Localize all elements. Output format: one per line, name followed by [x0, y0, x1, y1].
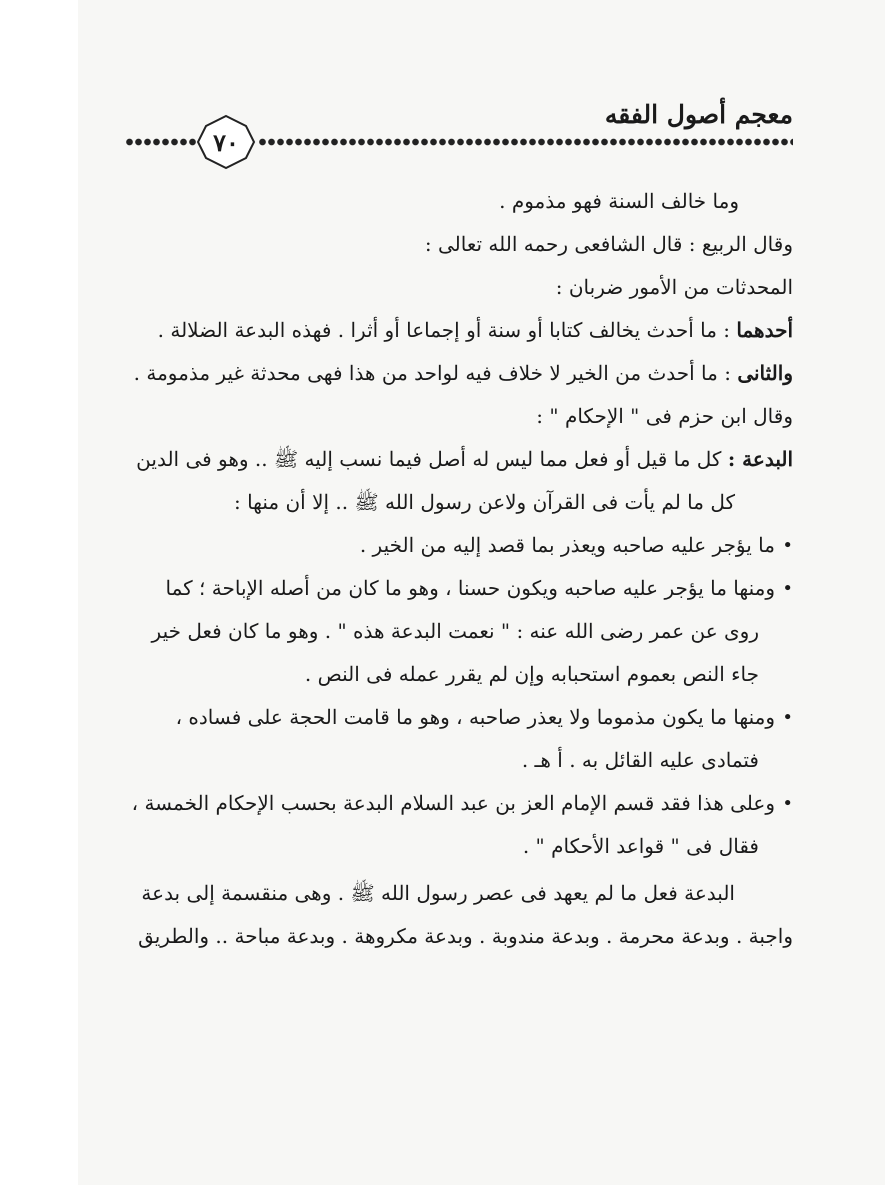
text-line: وقال ابن حزم فى " الإحكام " : — [536, 404, 793, 428]
bullet-item — [122, 567, 793, 610]
text-line: واجبة . وبدعة محرمة . وبدعة مندوبة . وبدعة مكروهة . وبدعة مباحة .. والطريق — [138, 924, 793, 948]
header-ornament-left — [125, 133, 199, 151]
text-line — [122, 352, 793, 395]
bullet-continuation: جاء النص بعموم استحبابه وإن لم يقرر عمله فى النص . — [304, 662, 759, 686]
text-line: كل ما لم يأت فى القرآن ولاعن رسول الله ﷺ .. إلا أن منها : — [233, 490, 735, 514]
text-line — [122, 309, 793, 352]
header-ornament-right — [258, 133, 793, 151]
term-definition: : ما أحدث يخالف كتابا أو سنة أو إجماعا أو أثرا . فهذه البدعة الضلالة . — [157, 318, 737, 342]
bullet-icon: • — [782, 578, 793, 599]
bullet-text: ما يؤجر عليه صاحبه ويعذر بما قصد إليه من الخير . — [359, 533, 775, 557]
bullet-continuation: فتمادى عليه القائل به . أ هـ . — [521, 748, 759, 772]
text-line: وقال الربيع : قال الشافعى رحمه الله تعالى : — [424, 232, 793, 256]
text-line: البدعة فعل ما لم يعهد فى عصر رسول الله ﷺ . وهى منقسمة إلى بدعة — [141, 881, 735, 905]
term-definition: كل ما قيل أو فعل مما ليس له أصل فيما نسب إليه ﷺ .. وهو فى الدين — [136, 447, 728, 471]
page-header-title: معجم أصول الفقه — [604, 100, 793, 129]
bullet-text: وعلى هذا فقد قسم الإمام العز بن عبد السلام البدعة بحسب الإحكام الخمسة ، — [131, 791, 775, 815]
bullet-item — [122, 524, 793, 567]
bullet-icon: • — [782, 535, 793, 556]
bullet-text: ومنها ما يؤجر عليه صاحبه ويكون حسنا ، وهو ما كان من أصله الإباحة ؛ كما — [165, 576, 775, 600]
text-line — [122, 438, 793, 481]
bullet-item — [122, 696, 793, 739]
bullet-item — [122, 782, 793, 825]
term-bold: والثانى — [737, 361, 793, 385]
bullet-continuation: فقال فى " قواعد الأحكام " . — [522, 834, 759, 858]
bullet-continuation: روى عن عمر رضى الله عنه : " نعمت البدعة هذه " . وهو ما كان فعل خير — [151, 619, 759, 643]
page-number: ٧٠ — [213, 128, 239, 157]
bullet-icon: • — [782, 793, 793, 814]
main-text — [122, 180, 793, 958]
bullet-icon: • — [782, 707, 793, 728]
term-bold: البدعة : — [727, 447, 793, 471]
bullet-text: ومنها ما يكون مذموما ولا يعذر صاحبه ، وهو ما قامت الحجة على فساده ، — [175, 705, 775, 729]
text-line: المحدثات من الأمور ضربان : — [555, 275, 793, 299]
page-number-badge — [196, 114, 256, 170]
text-line: وما خالف السنة فهو مذموم . — [499, 189, 739, 213]
term-bold: أحدهما — [736, 318, 793, 342]
term-definition: : ما أحدث من الخير لا خلاف فيه لواحد من هذا فهى محدثة غير مذمومة . — [133, 361, 738, 385]
